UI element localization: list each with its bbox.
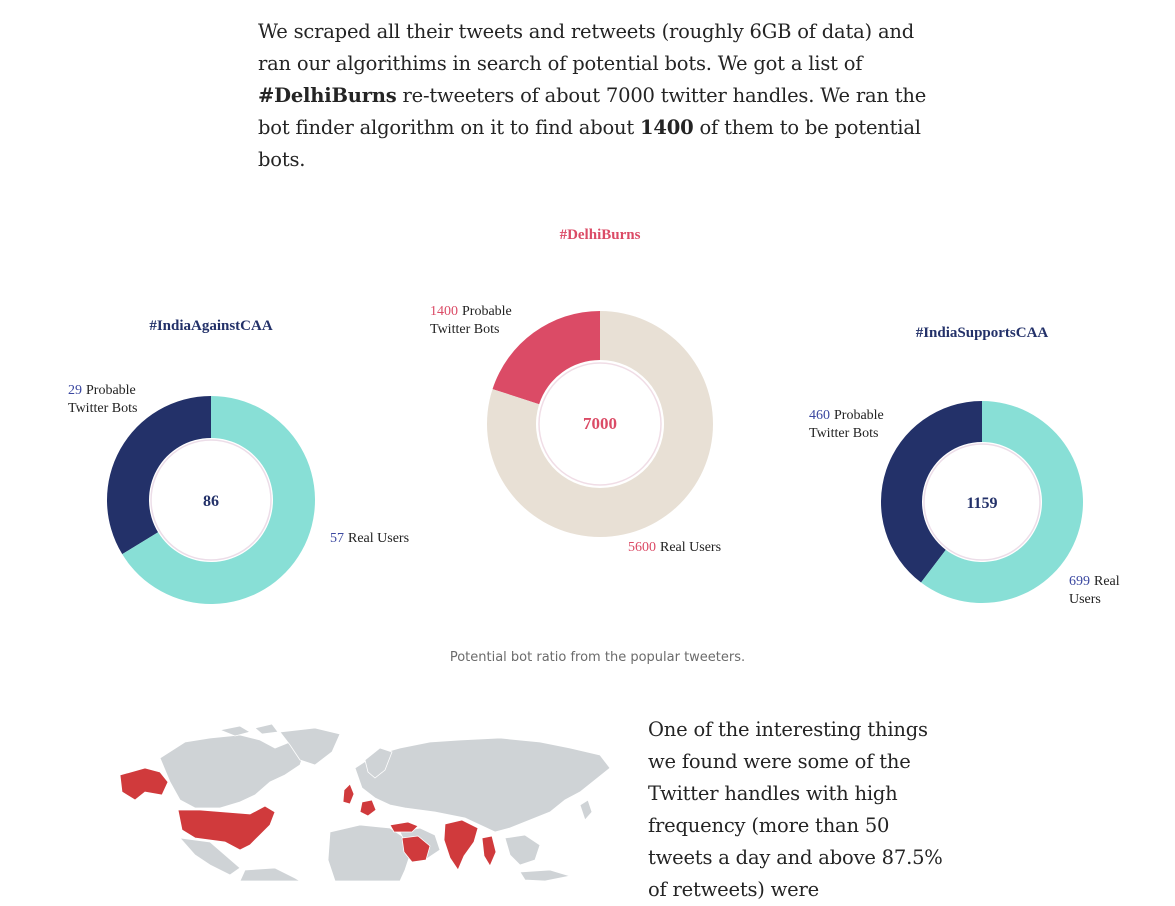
donut-total: 86 bbox=[203, 493, 219, 510]
intro-text-2: re-tweeters of about 7000 twitter handles. We ran the bot finder algorithm on it to find about bbox=[258, 84, 927, 139]
intro-text-3: of them to be potential bots. bbox=[258, 116, 921, 171]
slice-label-value: 460 bbox=[809, 408, 830, 423]
intro-text-1: We scraped all their tweets and retweets (roughly 6GB of data) and ran our algorithims in search of potential bots. We got a list of bbox=[258, 20, 915, 75]
slice-label-value: 1400 bbox=[430, 304, 458, 319]
slice-label-bots bbox=[430, 304, 512, 337]
donut-total: 7000 bbox=[583, 414, 617, 433]
slice-label-line2: Twitter Bots bbox=[430, 322, 500, 337]
slice-label-real-users bbox=[628, 540, 721, 555]
slice-label-value: 5600 bbox=[628, 540, 656, 555]
slice-label-value: 57 bbox=[330, 531, 344, 546]
slice-label-bots bbox=[68, 383, 137, 416]
slice-label-line2: Twitter Bots bbox=[809, 426, 879, 441]
slice-label-text: Real Users bbox=[660, 540, 722, 555]
donut-charts-svg bbox=[0, 200, 1175, 650]
donut-slice-bots bbox=[493, 311, 600, 404]
slice-label-line1: Probable bbox=[834, 408, 884, 423]
slice-label-line1: Probable bbox=[86, 383, 136, 398]
slice-label-line1: Probable bbox=[462, 304, 512, 319]
figure-caption: Potential bot ratio from the popular tweeters. bbox=[449, 650, 746, 665]
slice-label-value: 699 bbox=[1069, 574, 1090, 589]
slice-label-bots bbox=[809, 408, 884, 441]
slice-label-line2: Users bbox=[1069, 592, 1101, 607]
donut-total: 1159 bbox=[966, 495, 998, 512]
map-land-grey bbox=[160, 724, 610, 881]
slice-label-line2: Twitter Bots bbox=[68, 401, 138, 416]
donut-charts-figure bbox=[0, 200, 1175, 650]
intro-paragraph bbox=[258, 16, 948, 176]
world-map-svg bbox=[100, 720, 620, 881]
world-map-image bbox=[100, 720, 620, 881]
chart-title: #IndiaSupportsCAA bbox=[915, 325, 1049, 341]
slice-label-value: 29 bbox=[68, 383, 82, 398]
side-paragraph: One of the interesting things we found were some of the Twitter handles with high frequency (more than 50 tweets a day and above 87.5% of retweets) were bbox=[648, 718, 943, 901]
donut-slice-bots bbox=[881, 401, 982, 583]
slice-label-line1: Real bbox=[1094, 574, 1120, 589]
chart-india-supports-caa bbox=[809, 325, 1120, 607]
intro-hashtag: #DelhiBurns bbox=[258, 84, 397, 107]
chart-india-against-caa bbox=[68, 318, 409, 604]
slice-label-real-users bbox=[1069, 574, 1120, 607]
chart-title: #DelhiBurns bbox=[559, 227, 641, 243]
slice-label-real-users bbox=[330, 531, 409, 546]
chart-delhi-burns bbox=[430, 227, 721, 555]
slice-label-text: Real Users bbox=[348, 531, 410, 546]
chart-title: #IndiaAgainstCAA bbox=[149, 318, 273, 334]
intro-bot-count: 1400 bbox=[640, 116, 694, 139]
